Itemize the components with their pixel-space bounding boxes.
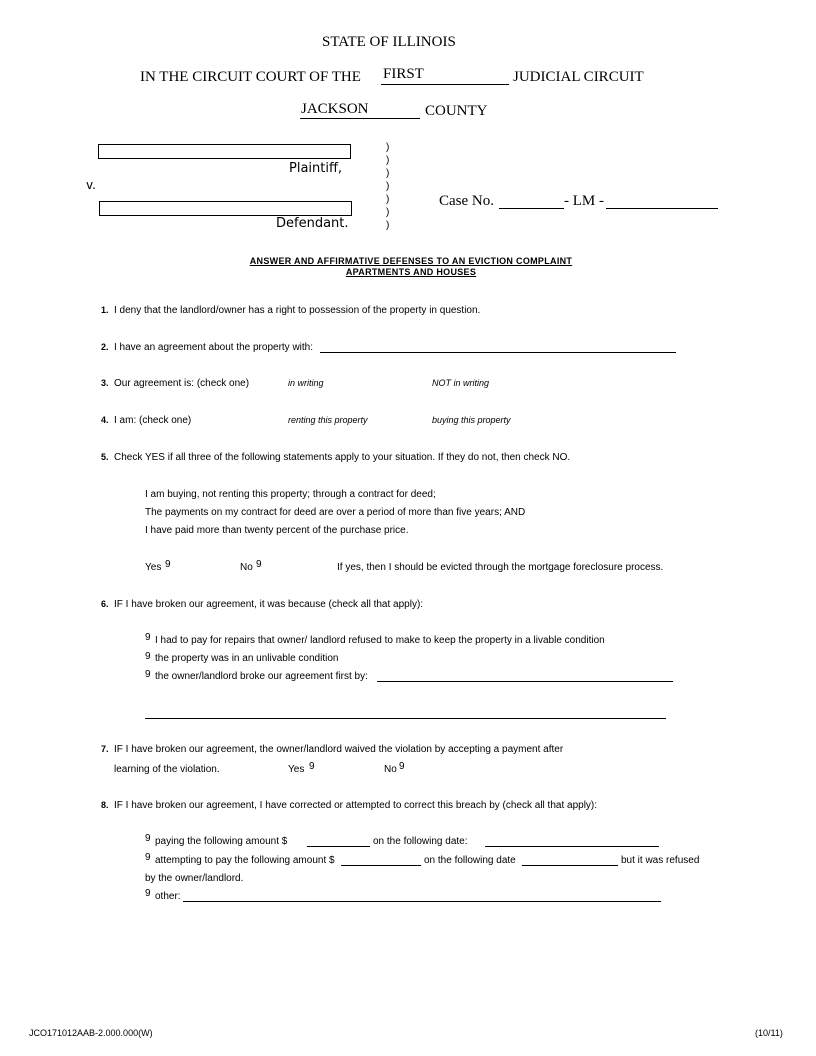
paying-date-label: on the following date: [373, 836, 468, 847]
option-renting[interactable]: renting this property [288, 415, 368, 425]
defendant-field[interactable] [99, 201, 352, 216]
paren: ) [386, 207, 390, 218]
title-line-1-wrap [0, 256, 816, 266]
case-year-field[interactable] [499, 208, 564, 209]
by-landlord-label: by the owner/landlord. [145, 873, 244, 884]
broke-first-field-continued[interactable] [145, 718, 666, 719]
option-not-in-writing[interactable]: NOT in writing [432, 378, 490, 388]
item-7-text: IF I have broken our agreement, the owner/landlord waived the violation by accepting a payment after [114, 744, 564, 755]
repairs-option: I had to pay for repairs that owner/ landlord refused to make to keep the property in a livable condition [155, 635, 605, 646]
case-no-label: Case No. [439, 193, 494, 209]
plaintiff-field[interactable] [98, 144, 351, 159]
statement-3: I have paid more than twenty percent of the purchase price. [145, 525, 409, 536]
county-field[interactable]: JACKSON [301, 101, 369, 117]
title-line-2-wrap [0, 267, 816, 277]
unlivable-checkbox[interactable]: 9 [145, 651, 151, 662]
agreement-with-field[interactable] [320, 352, 676, 353]
item-number: 3. [101, 378, 109, 388]
paren: ) [386, 220, 390, 231]
item-6-text: IF I have broken our agreement, it was because (check all that apply): [114, 599, 424, 610]
statement-2: The payments on my contract for deed are over a period of more than five years; AND [145, 507, 526, 518]
revision-date: (10/11) [755, 1028, 783, 1038]
attempting-date-field[interactable] [522, 865, 618, 866]
attempting-date-label: on the following date [424, 855, 516, 866]
county-line [300, 118, 420, 119]
repairs-checkbox[interactable]: 9 [145, 632, 151, 643]
item-1-text: I deny that the landlord/owner has a right to possession of the property in question. [114, 305, 481, 316]
paying-date-field[interactable] [485, 846, 659, 847]
county-label: COUNTY [425, 103, 488, 119]
state-heading: STATE OF ILLINOIS [322, 34, 456, 50]
form-id: JCO171012AAB-2.000.000(W) [29, 1028, 153, 1038]
circuit-field[interactable]: FIRST [383, 66, 424, 82]
broke-first-option: the owner/landlord broke our agreement first by: [155, 671, 368, 682]
other-label: other: [155, 891, 181, 902]
item-number: 8. [101, 800, 109, 810]
item-8-text: IF I have broken our agreement, I have corrected or attempted to correct this breach by (check all that apply): [114, 800, 598, 811]
case-mid-label: - LM - [564, 193, 604, 209]
other-field[interactable] [183, 901, 661, 902]
court-prefix: IN THE CIRCUIT COURT OF THE [140, 69, 361, 85]
paren: ) [386, 194, 390, 205]
item-7-text-2: learning of the violation. [114, 764, 220, 775]
paren: ) [386, 181, 390, 192]
attempting-amount-field[interactable] [341, 865, 421, 866]
yes-checkbox[interactable]: 9 [165, 559, 171, 570]
attempting-label: attempting to pay the following amount $ [155, 855, 335, 866]
unlivable-option: the property was in an unlivable condition [155, 653, 339, 664]
item-2-text: I have an agreement about the property with: [114, 342, 314, 353]
paren: ) [386, 142, 390, 153]
waived-no-checkbox[interactable]: 9 [399, 761, 405, 772]
option-buying[interactable]: buying this property [432, 415, 511, 425]
broke-first-checkbox[interactable]: 9 [145, 669, 151, 680]
form-title: ANSWER AND AFFIRMATIVE DEFENSES TO AN EVICTION COMPLAINT [249, 256, 573, 266]
item-number: 5. [101, 452, 109, 462]
paren: ) [386, 168, 390, 179]
broke-first-field[interactable] [377, 681, 673, 682]
plaintiff-label: Plaintiff, [289, 161, 343, 176]
versus-label: v. [86, 178, 96, 192]
item-number: 4. [101, 415, 109, 425]
foreclosure-note: If yes, then I should be evicted through the mortgage foreclosure process. [337, 562, 664, 573]
yes-label: Yes [288, 764, 305, 775]
option-in-writing[interactable]: in writing [288, 378, 324, 388]
no-label: No [384, 764, 397, 775]
other-checkbox[interactable]: 9 [145, 888, 151, 899]
waived-yes-checkbox[interactable]: 9 [309, 761, 315, 772]
item-number: 7. [101, 744, 109, 754]
item-number: 6. [101, 599, 109, 609]
statement-1: I am buying, not renting this property; through a contract for deed; [145, 489, 436, 500]
case-number-field[interactable] [606, 208, 718, 209]
paying-amount-field[interactable] [307, 846, 370, 847]
yes-label: Yes [145, 562, 162, 573]
item-number: 2. [101, 342, 109, 352]
attempting-checkbox[interactable]: 9 [145, 852, 151, 863]
circuit-suffix: JUDICIAL CIRCUIT [513, 69, 644, 85]
no-checkbox[interactable]: 9 [256, 559, 262, 570]
item-3-text: Our agreement is: (check one) [114, 378, 250, 389]
form-subtitle: APARTMENTS AND HOUSES [345, 267, 477, 277]
paying-checkbox[interactable]: 9 [145, 833, 151, 844]
circuit-line [381, 84, 509, 85]
defendant-label: Defendant. [276, 216, 349, 231]
item-number: 1. [101, 305, 109, 315]
item-5-text: Check YES if all three of the following statements apply to your situation. If they do not, then check NO. [114, 452, 571, 463]
refused-label: but it was refused [621, 855, 700, 866]
no-label: No [240, 562, 253, 573]
paren: ) [386, 155, 390, 166]
item-4-text: I am: (check one) [114, 415, 192, 426]
paying-label: paying the following amount $ [155, 836, 288, 847]
